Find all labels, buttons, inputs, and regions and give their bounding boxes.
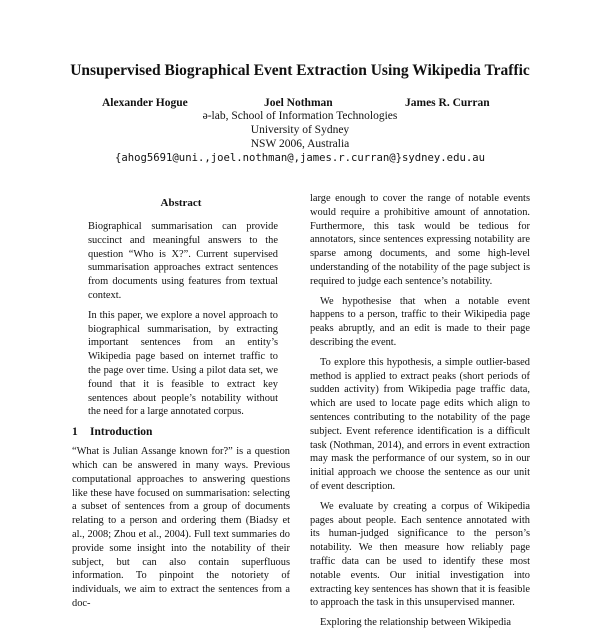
- section-number: 1: [72, 426, 78, 439]
- author-name: Alexander Hogue: [102, 97, 188, 109]
- body-paragraph: large enough to cover the range of notable events would require a prohibitive amount of annotation. Furthermore, this task would be tedious for annotators, since sentences expressing notability are sparse among documents, and some high-level understanding of the notability of the page subject is required to judge each sentence’s notability.: [310, 193, 530, 287]
- body-paragraph: We hypothesise that when a notable event happens to a person, traffic to their Wikipedia page peaks abruptly, and an edit is made to their page describing the event.: [310, 295, 530, 348]
- affiliation-line: ə-lab, School of Information Technologies: [202, 110, 398, 122]
- body-paragraph: We evaluate by creating a corpus of Wikipedia pages about people. Each sentence annotated with its human-judged significance to the person’s notability. We then measure how reliably page traffic data can be used to identify these most notable events. Our initial investigation into extracting key sentences has shown that it is feasible to approach the task in this unsupervised manner.: [310, 500, 530, 609]
- body-paragraph: Exploring the relationship between Wikipedia: [320, 617, 511, 629]
- author-name: James R. Curran: [405, 97, 490, 109]
- author-emails: {ahog5691@uni.,joel.nothman@,james.r.curran@}sydney.edu.au: [115, 152, 485, 164]
- abstract-heading: Abstract: [160, 197, 202, 209]
- right-column: [310, 192, 530, 636]
- abstract-body: [72, 220, 290, 419]
- affiliation-line: University of Sydney: [250, 124, 350, 136]
- body-paragraph: To explore this hypothesis, a simple outlier-based method is applied to extract peaks (short periods of sudden activity) from Wikipedia page traffic data, which are used to locate page edits which align to sentences contributing to the notability of the page subject. Event reference identification is a difficult task (Nothman, 2014), and errors in event extraction may mask the performance of our system, so in our initial approach we choose the sentence as our unit of event description.: [310, 356, 530, 492]
- affiliation-line: NSW 2006, Australia: [250, 138, 350, 150]
- author-name: Joel Nothman: [264, 97, 333, 109]
- body-paragraph: “What is Julian Assange known for?” is a question which can be answered in many ways. Previous computational approaches to answering questions like these have focused on summarisation: selecting a subset of sentences from a group of documents relating to a person and ordering them (Biadsy et al., 2008; Zhou et al., 2004). Full text summaries do provide some insight into the notability of their subject, but can also contain superfluous information. To pinpoint the notoriety of individuals, we aim to extract the sentences from a doc-: [72, 446, 290, 609]
- abstract-paragraph: In this paper, we explore a novel approach to biographical summarisation, by extracting important sentences from an entity’s Wikipedia page based on internet traffic to the page over time. Using a pilot data set, we found that it is feasible to extract key sentences about people’s notability without the need for a large annotated corpus.: [88, 309, 278, 418]
- paper-title: Unsupervised Biographical Event Extraction Using Wikipedia Traffic: [70, 62, 530, 79]
- section-title: Introduction: [90, 426, 153, 439]
- section-heading-introduction: [72, 425, 290, 439]
- abstract-paragraph: Biographical summarisation can provide succinct and meaningful answers to the question “Who is X?”. Current supervised summarisation approaches extract sentences from documents using features from textual context.: [88, 221, 278, 301]
- left-column: [72, 196, 290, 617]
